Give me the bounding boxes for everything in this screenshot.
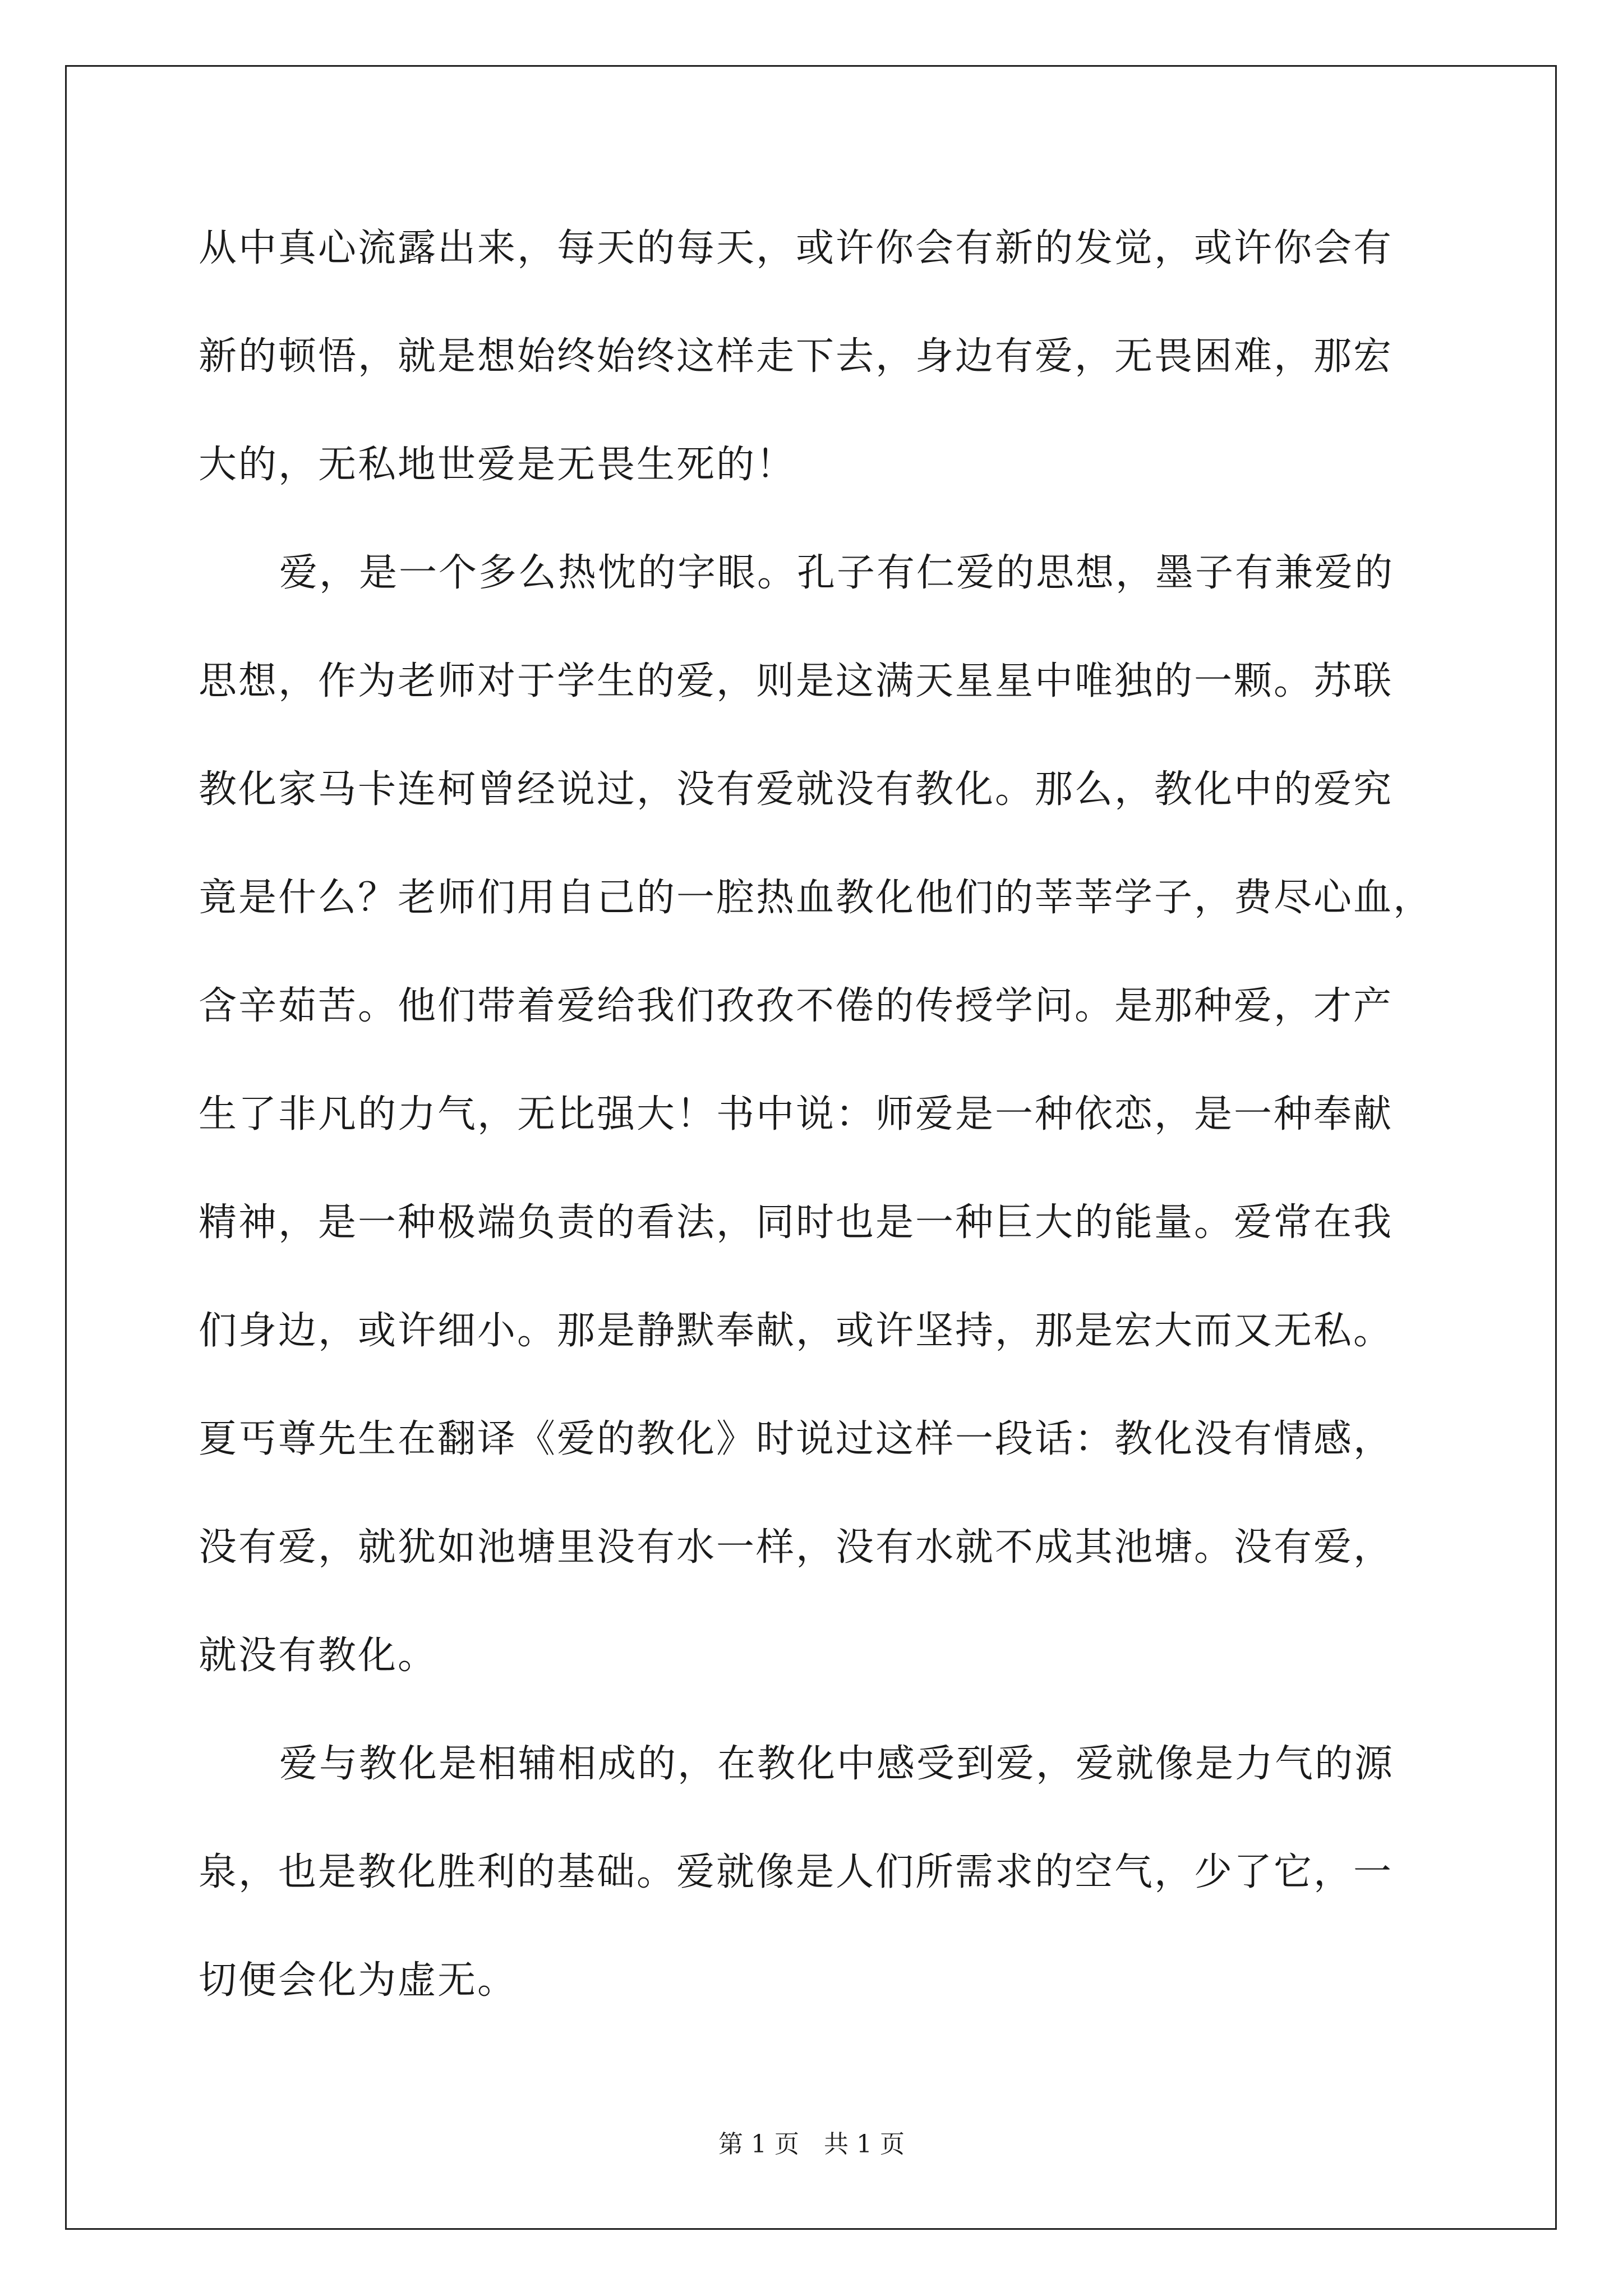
text-line: 爱，是一个多么热忱的字眼。孔子有仁爱的思想，墨子有兼爱的	[279, 551, 1395, 595]
text-line: 思想，作为老师对于学生的爱，则是这满天星星中唯独的一颗。苏联	[199, 659, 1394, 703]
page-border	[65, 65, 1557, 2230]
text-line: 教化家马卡连柯曾经说过，没有爱就没有教化。那么，教化中的爱究	[199, 767, 1394, 812]
text-line: 切便会化为虚无。	[199, 1958, 518, 2003]
text-line: 大的，无私地世爱是无畏生死的！	[199, 443, 796, 487]
text-line: 夏丐尊先生在翻译《爱的教化》时说过这样一段话：教化没有情感，	[199, 1417, 1394, 1461]
page-number-current: 第 1 页	[718, 2130, 799, 2159]
text-line: 含辛茹苦。他们带着爱给我们孜孜不倦的传授学问。是那种爱，才产	[199, 984, 1394, 1028]
page-footer	[0, 2129, 1623, 2160]
text-line: 从中真心流露出来，每天的每天，或许你会有新的发觉，或许你会有	[199, 226, 1394, 270]
text-line: 精神，是一种极端负责的看法，同时也是一种巨大的能量。爱常在我	[199, 1200, 1394, 1245]
text-line: 新的顿悟，就是想始终始终这样走下去，身边有爱，无畏困难，那宏	[199, 334, 1394, 379]
text-line: 生了非凡的力气，无比强大！书中说：师爱是一种依恋，是一种奉献	[199, 1092, 1394, 1137]
text-line: 竟是什么？老师们用自己的一腔热血教化他们的莘莘学子，费尽心血，	[199, 876, 1433, 920]
text-line: 们身边，或许细小。那是静默奉献，或许坚持，那是宏大而又无私。	[199, 1309, 1394, 1353]
text-line: 泉，也是教化胜利的基础。爱就像是人们所需求的空气，少了它，一	[199, 1850, 1394, 1894]
page-number-total: 共 1 页	[824, 2130, 905, 2159]
text-line: 没有爱，就犹如池塘里没有水一样，没有水就不成其池塘。没有爱，	[199, 1525, 1394, 1570]
text-line: 爱与教化是相辅相成的，在教化中感受到爱，爱就像是力气的源	[279, 1742, 1395, 1786]
text-line: 就没有教化。	[199, 1634, 438, 1678]
